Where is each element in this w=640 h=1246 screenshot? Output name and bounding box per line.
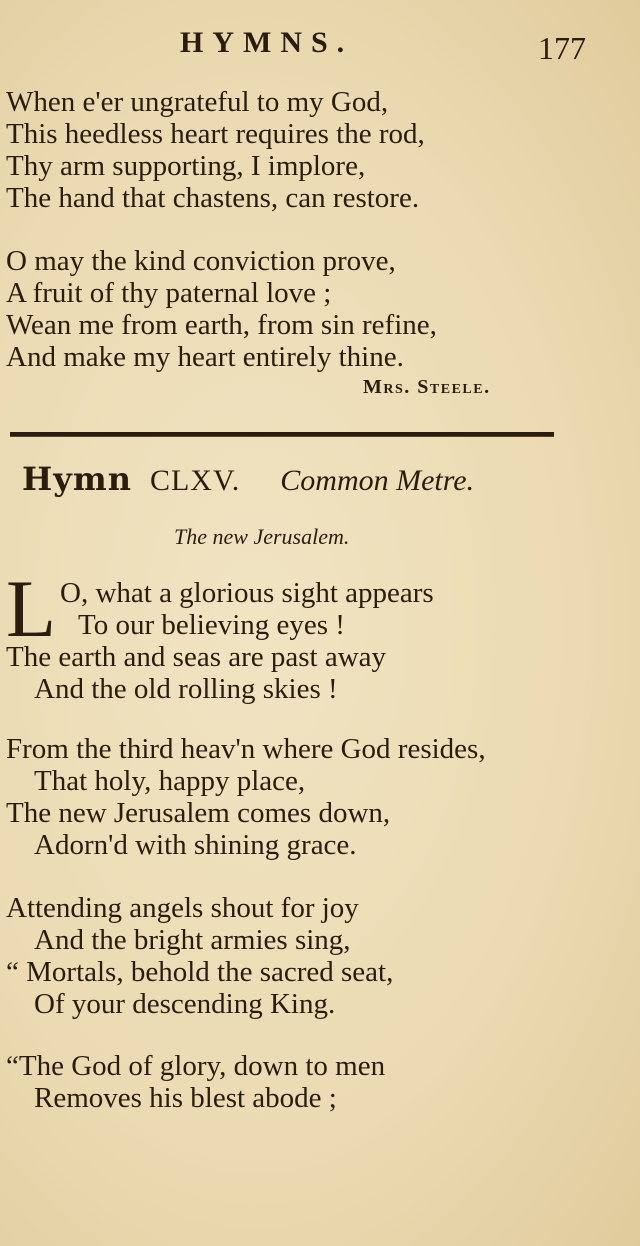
hymn-stanza-2 (6, 733, 486, 861)
verse-line: From the third heav'n where God resides, (6, 733, 486, 765)
hymn-stanza-4 (6, 1050, 385, 1114)
verse-line: The earth and seas are past away (6, 641, 387, 673)
hymn-metre: Common Metre. (280, 464, 475, 497)
author-attribution: Mrs. Steele. (363, 376, 491, 398)
hymn-stanza-1-close (6, 641, 386, 705)
verse-line: That holy, happy place, (34, 765, 306, 797)
hymn-stanza-1-opening (60, 577, 434, 641)
hymn-subtitle: The new Jerusalem. (174, 524, 350, 549)
verse-line: And the bright armies sing, (34, 924, 351, 956)
page-number: 177 (538, 30, 586, 66)
verse-line: “The God of glory, down to men (6, 1050, 386, 1082)
verse-line: Removes his blest abode ; (34, 1082, 337, 1114)
verse-line: The new Jerusalem comes down, (6, 797, 391, 829)
verse-line: O may the kind conviction prove, (6, 245, 396, 277)
section-divider (10, 432, 554, 437)
verse-line: This heedless heart requires the rod, (6, 118, 425, 150)
verse-line: “ Mortals, behold the sacred seat, (6, 956, 394, 988)
drop-cap: L (6, 563, 57, 654)
verse-line: And the old rolling skies ! (34, 673, 338, 705)
previous-hymn-stanza-2 (6, 245, 437, 373)
verse-line: And make my heart entirely thine. (6, 341, 404, 373)
verse-line: Wean me from earth, from sin refine, (6, 309, 437, 341)
verse-line: O, what a glorious sight appears (60, 577, 434, 609)
verse-line: To our believing eyes ! (78, 609, 345, 641)
hymn-stanza-3 (6, 892, 393, 1020)
hymn-number: CLXV. (149, 464, 241, 497)
running-head: HYMNS. (180, 26, 354, 59)
verse-line: A fruit of thy paternal love ; (6, 277, 332, 309)
verse-line: Of your descending King. (34, 988, 336, 1020)
verse-line: Thy arm supporting, I implore, (6, 150, 366, 182)
verse-line: The hand that chastens, can restore. (6, 182, 420, 214)
verse-line: Attending angels shout for joy (6, 892, 359, 924)
hymn-label: Hymn (22, 460, 132, 498)
verse-line: When e'er ungrateful to my God, (6, 86, 389, 118)
verse-line: Adorn'd with shining grace. (34, 829, 357, 861)
previous-hymn-stanza-1 (6, 86, 425, 214)
hymn-heading (22, 460, 542, 504)
